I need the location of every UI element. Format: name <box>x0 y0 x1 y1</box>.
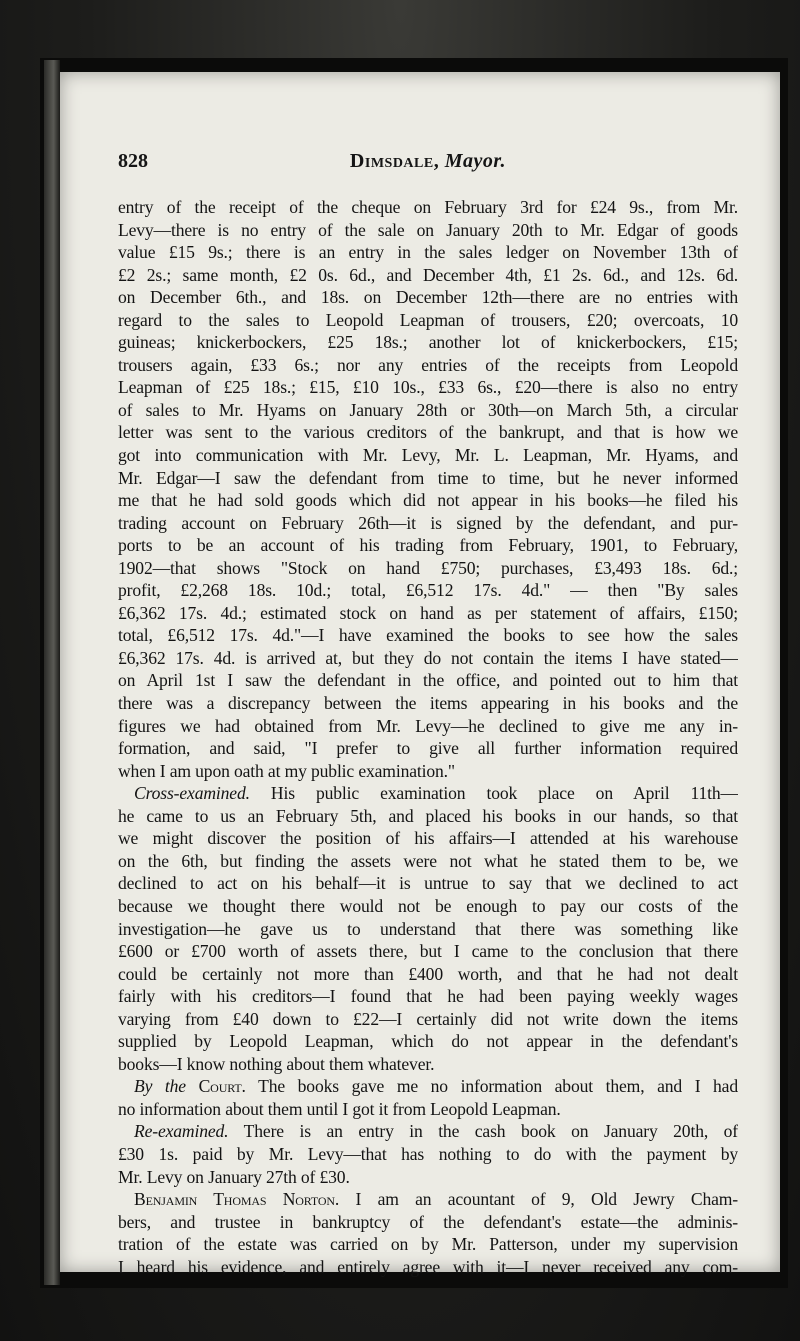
running-head-title: Mayor. <box>444 150 507 172</box>
text-line: got into communication with Mr. Levy, Mr. L. Leapman, Mr. Hyams, and <box>118 445 738 466</box>
text-run: There is an entry in the cash book on January 20th, of <box>243 1121 738 1142</box>
cross-examined-line <box>118 782 738 805</box>
cross-examined-label: Cross-examined. <box>134 783 250 804</box>
text-line: investigation—he gave us to understand that there was something like <box>118 918 738 939</box>
text-line: we might discover the position of his affairs—I attended at his warehouse <box>118 828 738 849</box>
text-line: bers, and trustee in bankruptcy of the defendant's estate—the adminis- <box>118 1211 738 1232</box>
text-line: because we thought there would not be enough to pay our costs of the <box>118 895 738 916</box>
text-line: declined to act on his behalf—it is untrue to say that we declined to act <box>118 873 738 894</box>
text-line: books—I know nothing about them whatever. <box>118 1053 435 1074</box>
text-line: could be certainly not more than £400 worth, and that he had not dealt <box>118 963 738 984</box>
text-line: £6,362 17s. 4d.; estimated stock on hand as per statement of affairs, £150; <box>118 602 738 623</box>
text-line: trading account on February 26th—it is signed by the defendant, and pur- <box>118 512 738 533</box>
text-line: on December 6th., and 18s. on December 12th—there are no entries with <box>118 287 738 308</box>
text-line: £2 2s.; same month, £2 0s. 6d., and December 4th, £1 2s. 6d., and 12s. 6d. <box>118 264 738 285</box>
text-line: value £15 9s.; there is an entry in the sales ledger on November 13th of <box>118 242 738 263</box>
re-examined-line <box>118 1120 738 1143</box>
text-line: there was a discrepancy between the items appearing in his books and the <box>118 693 738 714</box>
text-line: 1902—that shows "Stock on hand £750; purchases, £3,493 18s. 6d.; <box>118 557 738 578</box>
text-line: Levy—there is no entry of the sale on January 20th to Mr. Edgar of goods <box>118 219 738 240</box>
text-run: His public examination took place on April 11th— <box>270 783 738 804</box>
text-line: £6,362 17s. 4d. is arrived at, but they do not contain the items I have stated— <box>118 647 738 668</box>
by-the-court-line <box>118 1075 738 1098</box>
text-line: varying from £40 down to £22—I certainly did not write down the items <box>118 1008 738 1029</box>
re-examined-label: Re-examined. <box>134 1121 229 1142</box>
by-the-label: By the <box>134 1076 186 1097</box>
text-line: on April 1st I saw the defendant in the office, and pointed out to him that <box>118 670 738 691</box>
text-line: me that he had sold goods which did not appear in his books—he filed his <box>118 490 738 511</box>
body-text <box>118 196 738 1278</box>
text-line: regard to the sales to Leopold Leapman of trousers, £20; overcoats, 10 <box>118 309 738 330</box>
text-line: Mr. Levy on January 27th of £30. <box>118 1166 350 1187</box>
norton-line <box>118 1188 738 1211</box>
text-line: £30 1s. paid by Mr. Levy—that has nothing to do with the payment by <box>118 1143 738 1164</box>
text-line: entry of the receipt of the cheque on February 3rd for £24 9s., from Mr. <box>118 197 738 217</box>
text-run: I am an acountant of 9, Old Jewry Cham- <box>355 1189 738 1210</box>
text-line: £600 or £700 worth of assets there, but I came to the conclusion that there <box>118 941 738 962</box>
text-run: The books gave me no information about them, and I had <box>258 1076 738 1097</box>
text-line: supplied by Leopold Leapman, which do not appear in the defendant's <box>118 1031 738 1052</box>
text-line: when I am upon oath at my public examination." <box>118 760 455 781</box>
page-header <box>118 150 738 178</box>
text-line: no information about them until I got it from Leopold Leapman. <box>118 1098 561 1119</box>
book-spine <box>44 60 60 1285</box>
text-line: I heard his evidence, and entirely agree with it—I never received any com- <box>118 1256 738 1277</box>
text-line: trousers again, £33 6s.; nor any entries of the receipts from Leopold <box>118 354 738 375</box>
text-line: ports to be an account of his trading from February, 1901, to February, <box>118 535 738 556</box>
page-number: 828 <box>118 150 148 172</box>
text-line: guineas; knickerbockers, £25 18s.; another lot of knickerbockers, £15; <box>118 332 738 353</box>
text-line: figures we had obtained from Mr. Levy—he declined to give me any in- <box>118 715 738 736</box>
text-line: Leapman of £25 18s.; £15, £10 10s., £33 6s., £20—there is also no entry <box>118 377 738 398</box>
text-line: Mr. Edgar—I saw the defendant from time to time, but he never informed <box>118 467 738 488</box>
text-line: profit, £2,268 18s. 10d.; total, £6,512 17s. 4d." — then "By sales <box>118 580 738 601</box>
running-head-name: Dimsdale, <box>349 150 440 172</box>
running-head <box>118 150 738 173</box>
text-line: he came to us an February 5th, and placed his books in our hands, so that <box>118 805 738 826</box>
text-line: of sales to Mr. Hyams on January 28th or 30th—on March 5th, a circular <box>118 399 738 420</box>
text-line: fairly with his creditors—I found that he had been paying weekly wages <box>118 986 738 1007</box>
text-line: total, £6,512 17s. 4d."—I have examined the books to see how the sales <box>118 625 738 646</box>
text-line: formation, and said, "I prefer to give all further information required <box>118 738 738 759</box>
text-line: letter was sent to the various creditors of the bankrupt, and that is how we <box>118 422 738 443</box>
witness-name: Benjamin Thomas Norton. <box>134 1189 340 1210</box>
text-line: tration of the estate was carried on by Mr. Patterson, under my supervision <box>118 1234 738 1255</box>
text-line: on the 6th, but finding the assets were not what he stated them to be, we <box>118 850 738 871</box>
court-label: Court. <box>198 1076 246 1097</box>
